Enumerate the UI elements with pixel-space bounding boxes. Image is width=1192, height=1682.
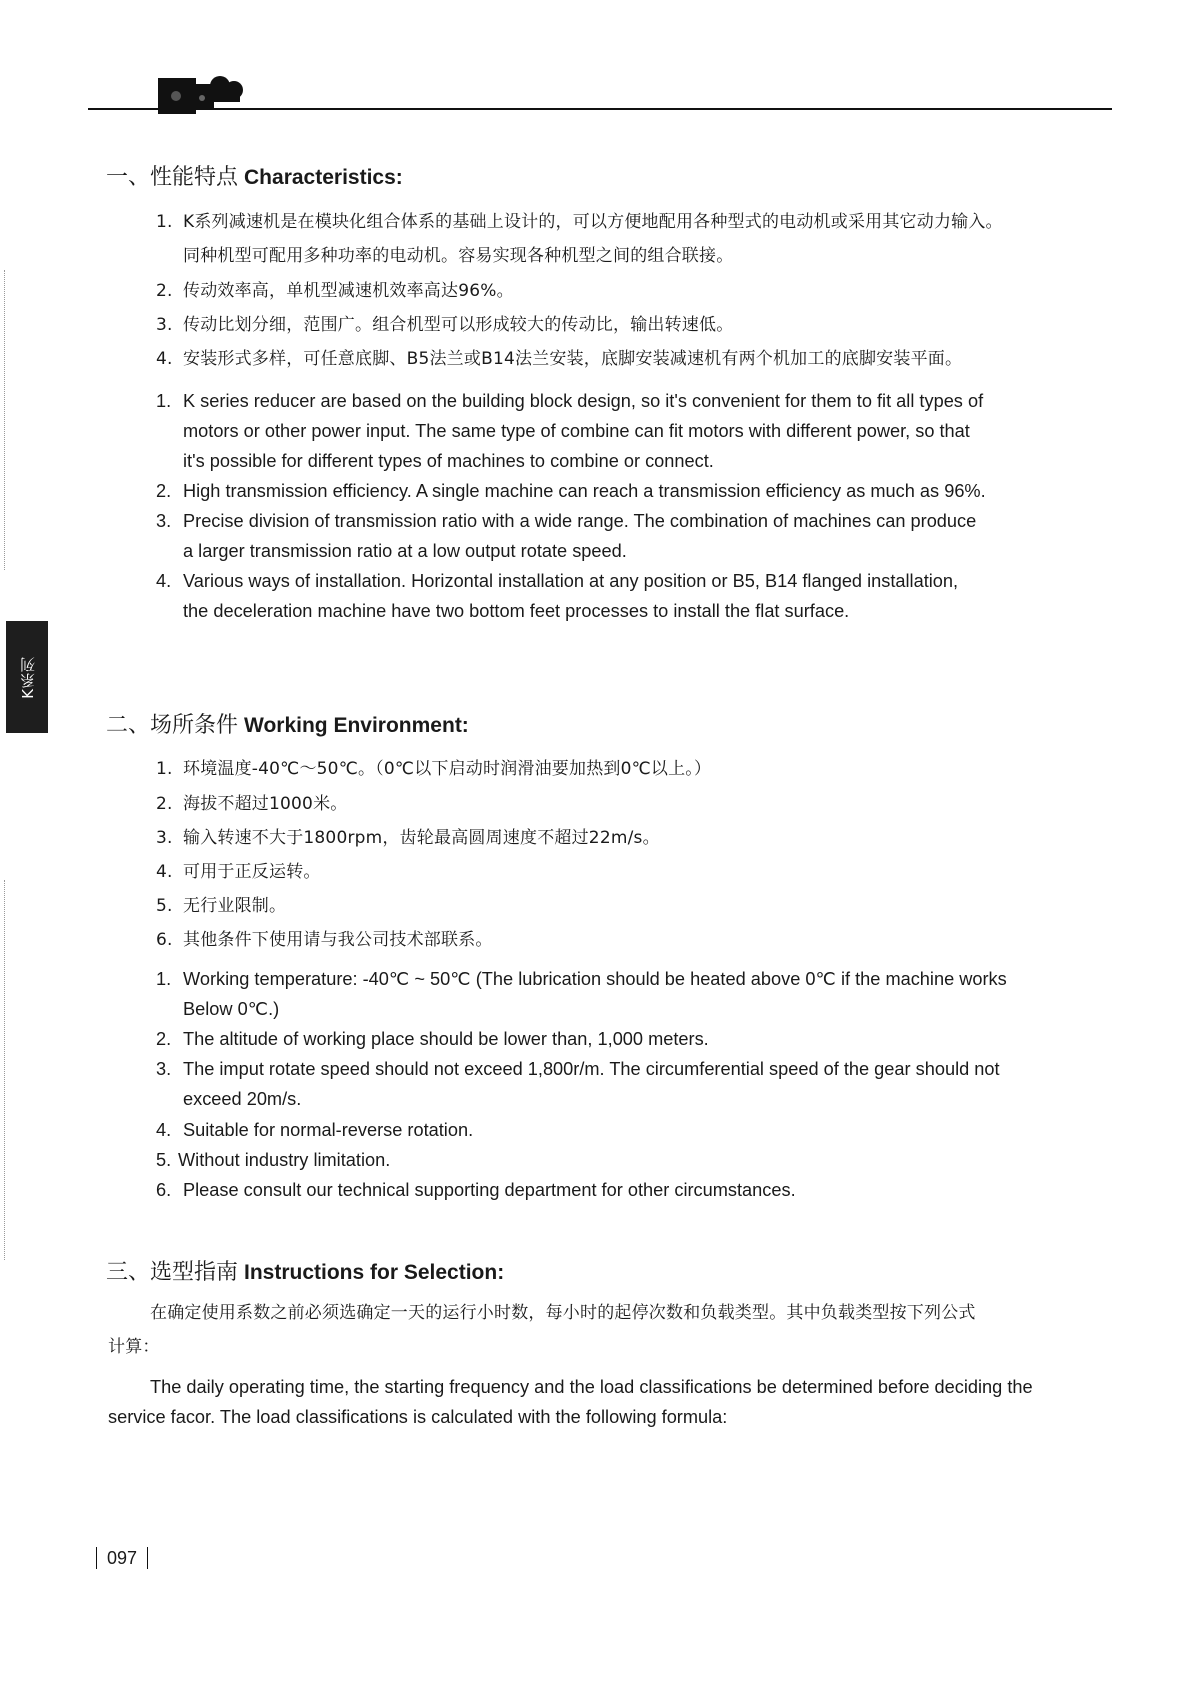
left-margin-dots <box>4 270 7 570</box>
list-item-continuation: motors or other power input. The same type of combine can fit motors with different power, so that <box>183 421 970 441</box>
section-title-selection <box>106 1255 504 1286</box>
list-item-continuation: a larger transmission ratio at a low output rotate speed. <box>183 541 627 561</box>
list-item: 6. Please consult our technical supporting department for other circumstances. <box>156 1180 796 1200</box>
list-item: 2. High transmission efficiency. A single machine can reach a transmission efficiency as much as 96%. <box>156 481 986 501</box>
paragraph-line: service facor. The load classifications is calculated with the following formula: <box>108 1407 728 1427</box>
list-item: 3. 传动比划分细，范围广。组合机型可以形成较大的传动比，输出转速低。 <box>156 315 734 335</box>
section-title-en: Characteristics: <box>244 166 403 189</box>
list-item-continuation: 同种机型可配用多种功率的电动机。容易实现各种机型之间的组合联接。 <box>183 246 734 266</box>
gear-reducer-logo-icon <box>156 74 246 118</box>
page-number: 097 <box>96 1547 148 1569</box>
paragraph-line: The daily operating time, the starting frequency and the load classifications be determined before deciding the <box>150 1377 1033 1397</box>
side-tab <box>6 621 48 733</box>
left-margin-dots <box>4 880 7 1260</box>
section-title-cn: 三、选型指南 <box>106 1260 239 1285</box>
side-tab-label: K系列 <box>18 655 37 699</box>
list-item: 3. The imput rotate speed should not exceed 1,800r/m. The circumferential speed of the gear should not <box>156 1059 1000 1079</box>
section-title-en: Instructions for Selection: <box>244 1261 505 1284</box>
list-item: 1. K series reducer are based on the building block design, so it's convenient for them to fit all types of <box>156 391 984 411</box>
list-item: 4. Suitable for normal-reverse rotation. <box>156 1120 474 1140</box>
list-item-continuation: exceed 20m/s. <box>183 1089 302 1109</box>
section-title-en: Working Environment: <box>244 714 469 737</box>
section-title-working-environment <box>106 708 469 739</box>
list-item: 3. Precise division of transmission ratio with a wide range. The combination of machines can produce <box>156 511 977 531</box>
list-item: 4. 安装形式多样，可任意底脚、B5法兰或B14法兰安装，底脚安装减速机有两个机加工的底脚安装平面。 <box>156 349 963 369</box>
section-title-characteristics <box>106 160 403 191</box>
paragraph-line: 计算： <box>108 1337 160 1357</box>
list-item: 5. 无行业限制。 <box>156 896 287 916</box>
list-item: 4. Various ways of installation. Horizontal installation at any position or B5, B14 flanged installation, <box>156 571 959 591</box>
list-item: 2. 传动效率高，单机型减速机效率高达96%。 <box>156 281 514 301</box>
section-title-cn: 二、场所条件 <box>106 713 239 738</box>
list-item-continuation: Below 0℃.) <box>183 999 280 1019</box>
paragraph-line: 在确定使用系数之前必须选确定一天的运行小时数，每小时的起停次数和负载类型。其中负载类型按下列公式 <box>150 1303 976 1323</box>
list-item: 5. Without industry limitation. <box>156 1150 391 1170</box>
list-item: 6. 其他条件下使用请与我公司技术部联系。 <box>156 930 493 950</box>
list-item-continuation: the deceleration machine have two bottom feet processes to install the flat surface. <box>183 601 850 621</box>
section-title-cn: 一、性能特点 <box>106 165 239 190</box>
list-item: 3. 输入转速不大于1800rpm，齿轮最高圆周速度不超过22m/s。 <box>156 828 660 848</box>
list-item: 2. The altitude of working place should be lower than, 1,000 meters. <box>156 1029 709 1049</box>
list-item: 1. Working temperature: -40℃ ~ 50℃ (The lubrication should be heated above 0℃ if the machine works <box>156 969 1007 989</box>
list-item: 4. 可用于正反运转。 <box>156 862 321 882</box>
list-item: 2. 海拔不超过1000米。 <box>156 794 348 814</box>
list-item: 1. 环境温度-40℃～50℃。（0℃以下启动时润滑油要加热到0℃以上。） <box>156 759 712 779</box>
list-item-continuation: it's possible for different types of machines to combine or connect. <box>183 451 714 471</box>
list-item: 1. K系列减速机是在模块化组合体系的基础上设计的，可以方便地配用各种型式的电动机或采用其它动力输入。 <box>156 212 1003 232</box>
